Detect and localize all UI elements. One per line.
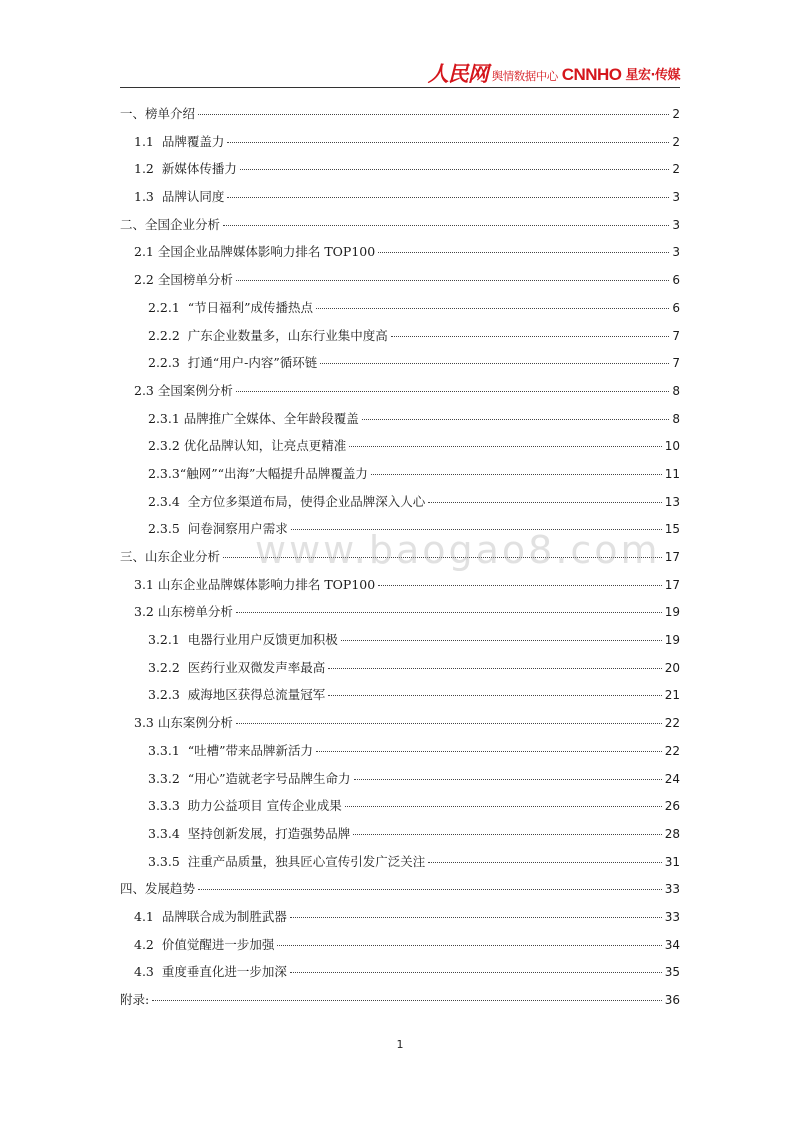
toc-entry[interactable]: [120, 432, 680, 460]
toc-dot-leader: [227, 142, 669, 143]
toc-dot-leader: [316, 308, 669, 309]
toc-entry-title: 3.3.2 “用心”造就老字号品牌生命力: [148, 770, 351, 786]
toc-entry-title: 三、山东企业分析: [120, 549, 221, 564]
toc-entry-page: 33: [664, 882, 680, 897]
toc-dot-leader: [428, 862, 661, 863]
toc-entry-title: 2.3 全国案例分析: [134, 382, 233, 398]
toc-entry-title: 1.3 品牌认同度: [134, 189, 225, 205]
watermark: www.baogao8.com: [255, 528, 661, 572]
toc-dot-leader: [328, 668, 661, 669]
toc-dot-leader: [290, 917, 662, 918]
toc-entry-title: 4.2 价值觉醒进一步加强: [134, 936, 275, 952]
toc-entry[interactable]: [120, 128, 680, 156]
toc-entry[interactable]: [120, 765, 680, 793]
logo-xinghong: 星宏·传媒: [625, 68, 680, 83]
toc-entry-title: 四、发展趋势: [120, 881, 196, 897]
toc-entry[interactable]: [120, 598, 680, 626]
toc-entry-page: 17: [664, 577, 680, 592]
header-rule: [120, 87, 680, 88]
toc-entry-title: 2.3.4 全方位多渠道布局，使得企业品牌深入人心: [148, 493, 426, 509]
toc-entry-title: 3.2.1 电器行业用户反馈更加积极: [148, 632, 338, 648]
toc-dot-leader: [152, 1000, 662, 1001]
toc-entry[interactable]: [120, 405, 680, 433]
toc-dot-leader: [320, 363, 669, 364]
toc-dot-leader: [428, 502, 661, 503]
toc-entry-title: 2.3.3“触网”“出海”大幅提升品牌覆盖力: [148, 465, 368, 481]
toc-entry-title: 附录:: [120, 992, 150, 1007]
toc-entry[interactable]: [120, 903, 680, 931]
toc-entry-page: 2: [672, 107, 680, 121]
toc-entry-title: 2.3.2 优化品牌认知，让亮点更精准: [148, 438, 347, 454]
toc-entry-page: 24: [664, 771, 680, 786]
toc-dot-leader: [291, 529, 662, 530]
toc-entry[interactable]: [120, 958, 680, 986]
toc-entry-page: 28: [664, 826, 680, 841]
toc-entry-title: 2.2.2 广东企业数量多，山东行业集中度高: [148, 327, 388, 343]
toc-entry-title: 2.1 全国企业品牌媒体影响力排名 TOP100: [134, 244, 376, 260]
toc-dot-leader: [223, 225, 669, 226]
toc-entry-title: 3.3.1 “吐槽”带来品牌新活力: [148, 742, 314, 758]
toc-entry-title: 3.3.3 助力公益项目 宣传企业成果: [148, 798, 342, 814]
toc-entry[interactable]: [120, 460, 680, 488]
toc-entry-page: 2: [672, 162, 680, 177]
toc-entry-title: 2.2 全国榜单分析: [134, 272, 233, 288]
toc-dot-leader: [328, 695, 661, 696]
toc-entry-title: 3.2.3 威海地区获得总流量冠军: [148, 687, 326, 703]
toc-entry[interactable]: [120, 709, 680, 737]
toc-dot-leader: [391, 336, 669, 337]
toc-dot-leader: [378, 585, 662, 586]
toc-entry-page: 21: [664, 688, 680, 703]
toc-entry-page: 3: [672, 217, 680, 232]
toc-entry[interactable]: [120, 488, 680, 516]
toc-entry[interactable]: [120, 792, 680, 820]
toc-entry[interactable]: [120, 349, 680, 377]
toc-entry-page: 36: [664, 993, 680, 1007]
toc-entry-page: 22: [664, 743, 680, 758]
toc-entry-title: 3.3.4 坚持创新发展，打造强势品牌: [148, 825, 351, 841]
toc-entry-page: 3: [672, 245, 680, 260]
logo-sentiment-center: 舆情数据中心: [491, 69, 558, 83]
toc-dot-leader: [371, 474, 662, 475]
toc-entry-page: 33: [664, 909, 680, 924]
toc-entry-title: 1.2 新媒体传播力: [134, 161, 237, 177]
toc-entry[interactable]: [120, 322, 680, 350]
toc-dot-leader: [316, 751, 662, 752]
toc-dot-leader: [349, 446, 661, 447]
toc-entry-page: 20: [664, 660, 680, 675]
toc-dot-leader: [354, 779, 662, 780]
toc-entry-title: 2.2.1 “节日福利”成传播热点: [148, 299, 314, 315]
toc-entry-page: 8: [672, 383, 680, 398]
toc-dot-leader: [277, 945, 661, 946]
toc-entry[interactable]: [120, 238, 680, 266]
toc-entry-title: 3.3.5 注重产品质量，独具匠心宣传引发广泛关注: [148, 853, 426, 869]
toc-dot-leader: [236, 280, 669, 281]
toc-entry[interactable]: [120, 681, 680, 709]
toc-entry-title: 4.3 重度垂直化进一步加深: [134, 964, 287, 980]
toc-entry-page: 7: [672, 356, 680, 371]
logo-cnnho: CNNHO: [561, 65, 622, 84]
toc-entry-page: 31: [664, 854, 680, 869]
toc-entry-title: 3.2 山东榜单分析: [134, 604, 233, 620]
toc-entry-page: 11: [664, 466, 680, 481]
toc-entry-title: 2.3.1 品牌推广全媒体、全年龄段覆盖: [148, 410, 359, 426]
toc-entry-title: 一、榜单介绍: [120, 106, 196, 121]
toc-entry-page: 13: [664, 494, 680, 509]
toc-entry[interactable]: [120, 155, 680, 183]
toc-entry-title: 2.3.5 问卷洞察用户需求: [148, 521, 288, 537]
toc-entry-title: 二、全国企业分析: [120, 216, 221, 232]
toc-dot-leader: [378, 252, 669, 253]
toc-entry-page: 8: [672, 411, 680, 426]
toc-dot-leader: [227, 197, 669, 198]
toc-dot-leader: [345, 806, 662, 807]
toc-entry[interactable]: [120, 515, 680, 543]
toc-entry[interactable]: [120, 931, 680, 959]
toc-dot-leader: [236, 391, 669, 392]
toc-entry-title: 3.1 山东企业品牌媒体影响力排名 TOP100: [134, 576, 376, 592]
toc-entry-page: 19: [664, 633, 680, 648]
toc-entry[interactable]: [120, 626, 680, 654]
toc-entry[interactable]: [120, 211, 680, 239]
toc-entry-page: 34: [664, 937, 680, 952]
logo-people-daily: 人民网: [427, 61, 488, 86]
toc-dot-leader: [236, 612, 662, 613]
toc-entry[interactable]: [120, 100, 680, 128]
toc-entry[interactable]: [120, 183, 680, 211]
toc-entry[interactable]: [120, 543, 680, 571]
toc-dot-leader: [341, 640, 662, 641]
toc-entry[interactable]: [120, 820, 680, 848]
toc-entry-page: 6: [672, 300, 680, 315]
header-logo: [428, 58, 680, 86]
toc-entry[interactable]: [120, 737, 680, 765]
toc-entry-page: 35: [664, 965, 680, 980]
toc-entry[interactable]: [120, 875, 680, 903]
toc-dot-leader: [240, 169, 669, 170]
toc-entry-title: 2.2.3 打通“用户-内容”循环链: [148, 355, 318, 371]
toc-entry[interactable]: [120, 571, 680, 599]
toc-entry-page: 10: [664, 439, 680, 454]
toc-dot-leader: [236, 723, 662, 724]
toc-entry[interactable]: [120, 654, 680, 682]
toc-entry-page: 17: [664, 550, 680, 564]
toc-entry-title: 4.1 品牌联合成为制胜武器: [134, 908, 287, 924]
page-header: [120, 56, 680, 88]
toc-entry-title: 3.2.2 医药行业双微发声率最高: [148, 659, 326, 675]
toc-entry-page: 26: [664, 799, 680, 814]
table-of-contents: [120, 100, 680, 1014]
toc-dot-leader: [353, 834, 661, 835]
toc-entry[interactable]: [120, 266, 680, 294]
toc-entry-page: 15: [664, 522, 680, 537]
toc-dot-leader: [198, 114, 669, 115]
toc-entry[interactable]: [120, 294, 680, 322]
toc-entry-page: 7: [672, 328, 680, 343]
page-number: 1: [396, 1038, 404, 1051]
toc-entry-page: 6: [672, 273, 680, 288]
toc-dot-leader: [198, 889, 662, 890]
toc-entry-page: 19: [664, 605, 680, 620]
toc-entry-title: 1.1 品牌覆盖力: [134, 133, 225, 149]
toc-entry[interactable]: [120, 377, 680, 405]
toc-dot-leader: [290, 972, 662, 973]
toc-entry[interactable]: [120, 848, 680, 876]
toc-entry-page: 2: [672, 134, 680, 149]
toc-entry-page: 22: [664, 716, 680, 731]
toc-entry-title: 3.3 山东案例分析: [134, 715, 233, 731]
toc-entry-page: 3: [672, 190, 680, 205]
toc-dot-leader: [362, 419, 669, 420]
toc-entry[interactable]: [120, 986, 680, 1014]
toc-dot-leader: [223, 557, 662, 558]
